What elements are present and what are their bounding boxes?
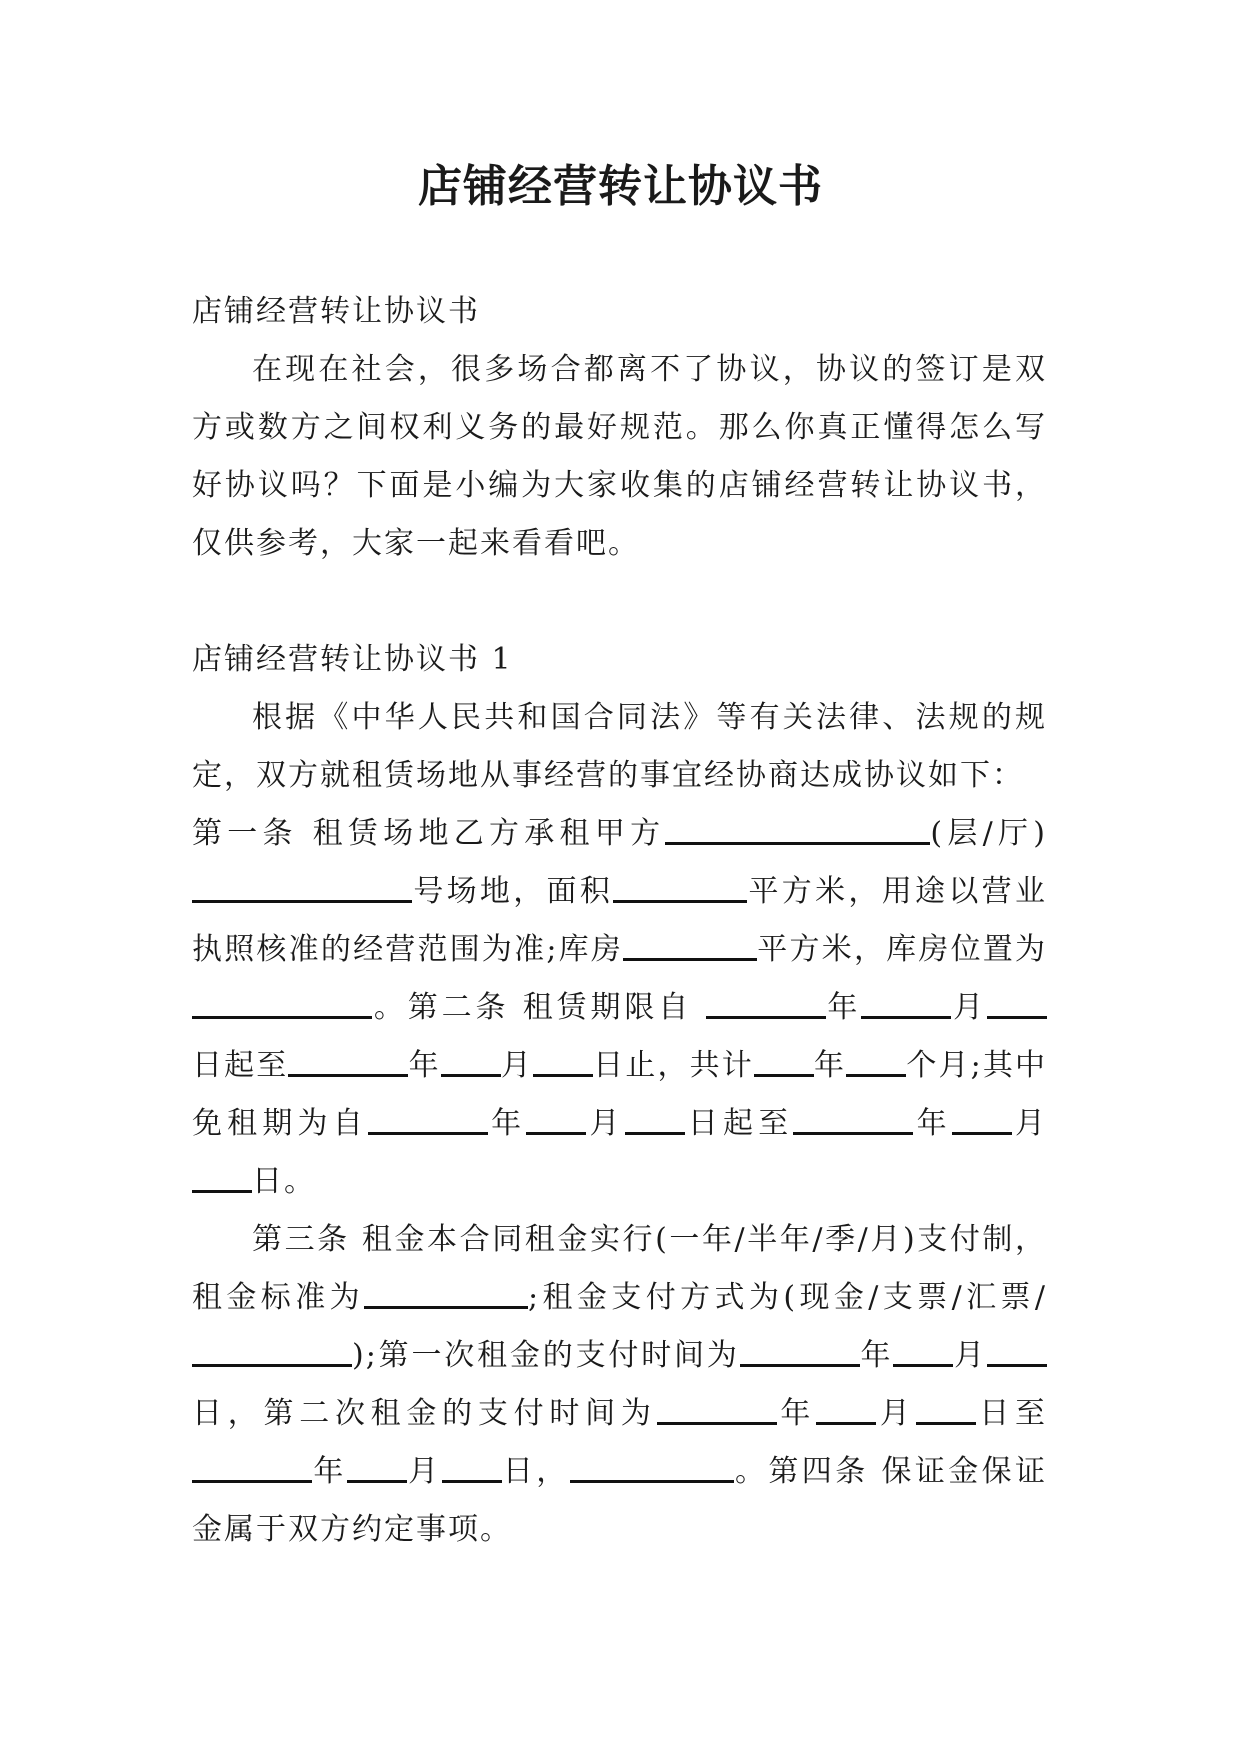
fill-blank[interactable] [987, 987, 1047, 1019]
article1-text: 。第二条 租赁期限自 [372, 990, 706, 1025]
fill-blank[interactable] [570, 1451, 734, 1483]
article1-text: 日。 [252, 1164, 316, 1199]
section1-paragraph: 根据《中华人民共和国合同法》等有关法律、法规的规定，双方就租赁场地从事经营的事宜经协商达成协议如下： [192, 700, 1047, 793]
article1-text: 年 [408, 1048, 441, 1083]
fill-blank[interactable] [893, 1335, 953, 1367]
article3-text: 日， [501, 1454, 570, 1489]
fill-blank[interactable] [916, 1393, 976, 1425]
article1-text: 日起至 [684, 1106, 794, 1141]
article1-paragraph [192, 805, 1047, 1211]
fill-blank[interactable] [364, 1277, 528, 1309]
fill-blank[interactable] [657, 1393, 777, 1425]
article3-text: 月 [876, 1396, 916, 1431]
article1-text: 平方米，用途以营业执照核准的经营范围为准;库房 [192, 874, 1047, 967]
article3-text: 年 [776, 1396, 817, 1431]
article1-text: 日起至 [192, 1048, 289, 1083]
section-spacer [192, 573, 1047, 631]
fill-blank[interactable] [706, 987, 826, 1019]
fill-blank[interactable] [442, 1451, 502, 1483]
fill-blank[interactable] [368, 1103, 488, 1135]
fill-blank[interactable] [347, 1451, 407, 1483]
article1-text: 第一条 租赁场地乙方承租甲方 [192, 816, 666, 851]
fill-blank[interactable] [740, 1335, 860, 1367]
fill-blank[interactable] [816, 1393, 876, 1425]
article3-text: 日，第二次租金的支付时间为 [192, 1396, 657, 1431]
fill-blank[interactable] [987, 1335, 1047, 1367]
intro-paragraph: 在现在社会，很多场合都离不了协议，协议的签订是双方或数方之间权利义务的最好规范。那么你真正懂得怎么写好协议吗？下面是小编为大家收集的店铺经营转让协议书，仅供参考，大家一起来看看吧。 [192, 352, 1047, 561]
article1-text: 月 [1011, 1106, 1047, 1141]
article3-text: 第三条 租金本合同租金实行(一年/半年/季/月)支付制，租金标准为 [192, 1222, 1047, 1315]
article1-text: 平方米，库房位置为 [757, 932, 1048, 967]
article1-text: 年 [487, 1106, 527, 1141]
article3-text: ;租金支付方式为(现金/支票/汇票/ [528, 1280, 1047, 1315]
article1-text: 年 [913, 1106, 952, 1141]
article3-text: );第一次租金的支付时间为 [352, 1338, 740, 1373]
article1-text: 月 [951, 990, 988, 1025]
article3-text: 年 [312, 1454, 347, 1489]
fill-blank[interactable] [665, 813, 930, 845]
fill-blank[interactable] [623, 929, 757, 961]
article1-text: 年 [813, 1048, 847, 1083]
document-body [192, 283, 1047, 1559]
article1-text: 个月;其中免租期为自 [192, 1048, 1048, 1141]
article3-text: 月 [953, 1338, 988, 1373]
fill-blank[interactable] [526, 1103, 586, 1135]
fill-blank[interactable] [192, 871, 412, 903]
fill-blank[interactable] [952, 1103, 1012, 1135]
fill-blank[interactable] [613, 871, 747, 903]
article3-text: 年 [859, 1338, 894, 1373]
article3-text: 。第四条 保证金保证金属于双方约定事项。 [192, 1454, 1048, 1547]
article3-paragraph [192, 1211, 1047, 1559]
article1-text: 号场地，面积 [412, 874, 614, 909]
fill-blank[interactable] [192, 1451, 312, 1483]
fill-blank[interactable] [192, 987, 372, 1019]
section1-heading: 店铺经营转让协议书 1 [192, 642, 513, 677]
fill-blank[interactable] [861, 987, 951, 1019]
article1-text: 年 [825, 990, 862, 1025]
article3-text: 月 [406, 1454, 442, 1489]
fill-blank[interactable] [793, 1103, 913, 1135]
fill-blank[interactable] [441, 1045, 501, 1077]
article1-text: 月 [500, 1048, 534, 1083]
article1-text: 月 [586, 1106, 625, 1141]
intro-heading: 店铺经营转让协议书 [192, 294, 480, 329]
article1-text: 日止，共计 [593, 1048, 754, 1083]
article3-text: 日至 [975, 1396, 1048, 1431]
fill-blank[interactable] [192, 1161, 252, 1193]
fill-blank[interactable] [533, 1045, 593, 1077]
fill-blank[interactable] [625, 1103, 685, 1135]
fill-blank[interactable] [846, 1045, 906, 1077]
article1-text: (层/厅) [930, 816, 1048, 851]
document-title: 店铺经营转让协议书 [418, 161, 823, 212]
fill-blank[interactable] [754, 1045, 814, 1077]
fill-blank[interactable] [288, 1045, 408, 1077]
fill-blank[interactable] [192, 1335, 352, 1367]
